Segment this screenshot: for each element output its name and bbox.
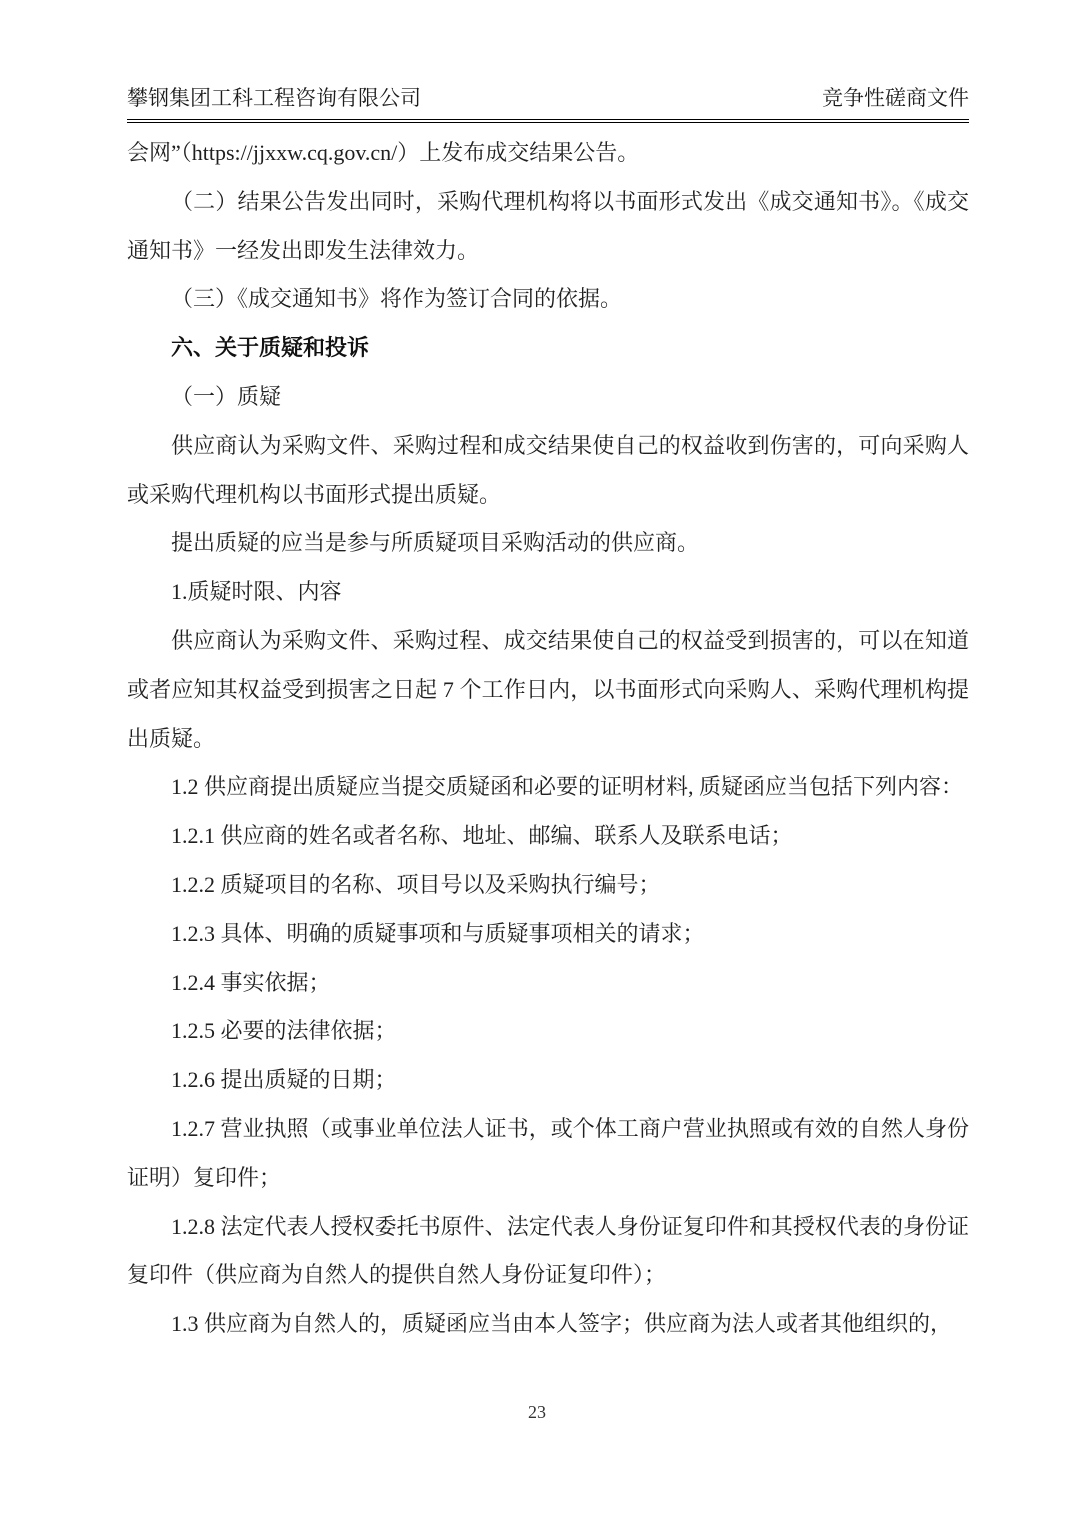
paragraph: 1.2.2 质疑项目的名称、项目号以及采购执行编号； (171, 871, 661, 897)
paragraph: （一）质疑 (171, 383, 282, 409)
paragraph: （二）结果公告发出同时，采购代理机构将以书面形式发出《成交通知书》。《成交通知书》一经发出即发生法律效力。 (127, 188, 969, 263)
paragraph: 六、关于质疑和投诉 (171, 335, 370, 361)
paragraph: 提出质疑的应当是参与所质疑项目采购活动的供应商。 (171, 530, 700, 556)
paragraph: 1.2.3 具体、明确的质疑事项和与质疑事项相关的请求； (171, 920, 705, 946)
header-company-name: 攀钢集团工科工程咨询有限公司 (127, 86, 421, 110)
document-body (127, 129, 969, 1349)
paragraph: 会网”（https://jjxxw.cq.gov.cn/）上发布成交结果公告。 (127, 140, 640, 165)
paragraph: 1.2.7 营业执照（或事业单位法人证书，或个体工商户营业执照或有效的自然人身份证明）复印件； (127, 1115, 969, 1190)
page-header (127, 84, 969, 123)
paragraph: （三）《成交通知书》将作为签订合同的依据。 (171, 286, 623, 312)
paragraph: 1.2.4 事实依据； (171, 969, 331, 995)
paragraph: 供应商认为采购文件、采购过程和成交结果使自己的权益收到伤害的，可向采购人或采购代理机构以书面形式提出质疑。 (127, 432, 969, 507)
paragraph: 1.2.6 提出质疑的日期； (171, 1067, 397, 1093)
page-number: 23 (528, 1402, 546, 1422)
paragraph: 1.2.5 必要的法律依据； (171, 1018, 397, 1044)
header-doc-type: 竞争性磋商文件 (822, 86, 969, 110)
paragraph: 1.3 供应商为自然人的，质疑函应当由本人签字；供应商为法人或者其他组织的， (171, 1311, 953, 1337)
paragraph: 1.2 供应商提出质疑应当提交质疑函和必要的证明材料, 质疑函应当包括下列内容： (171, 774, 964, 800)
paragraph: 1.质疑时限、内容 (171, 579, 342, 605)
paragraph: 1.2.8 法定代表人授权委托书原件、法定代表人身份证复印件和其授权代表的身份证复印件（供应商为自然人的提供自然人身份证复印件）； (127, 1213, 969, 1288)
page-footer (0, 1400, 1074, 1424)
paragraph: 供应商认为采购文件、采购过程、成交结果使自己的权益受到损害的，可以在知道或者应知其权益受到损害之日起 7 个工作日内，以书面形式向采购人、采购代理机构提出质疑。 (127, 627, 969, 751)
paragraph: 1.2.1 供应商的姓名或者名称、地址、邮编、联系人及联系电话； (171, 823, 793, 849)
